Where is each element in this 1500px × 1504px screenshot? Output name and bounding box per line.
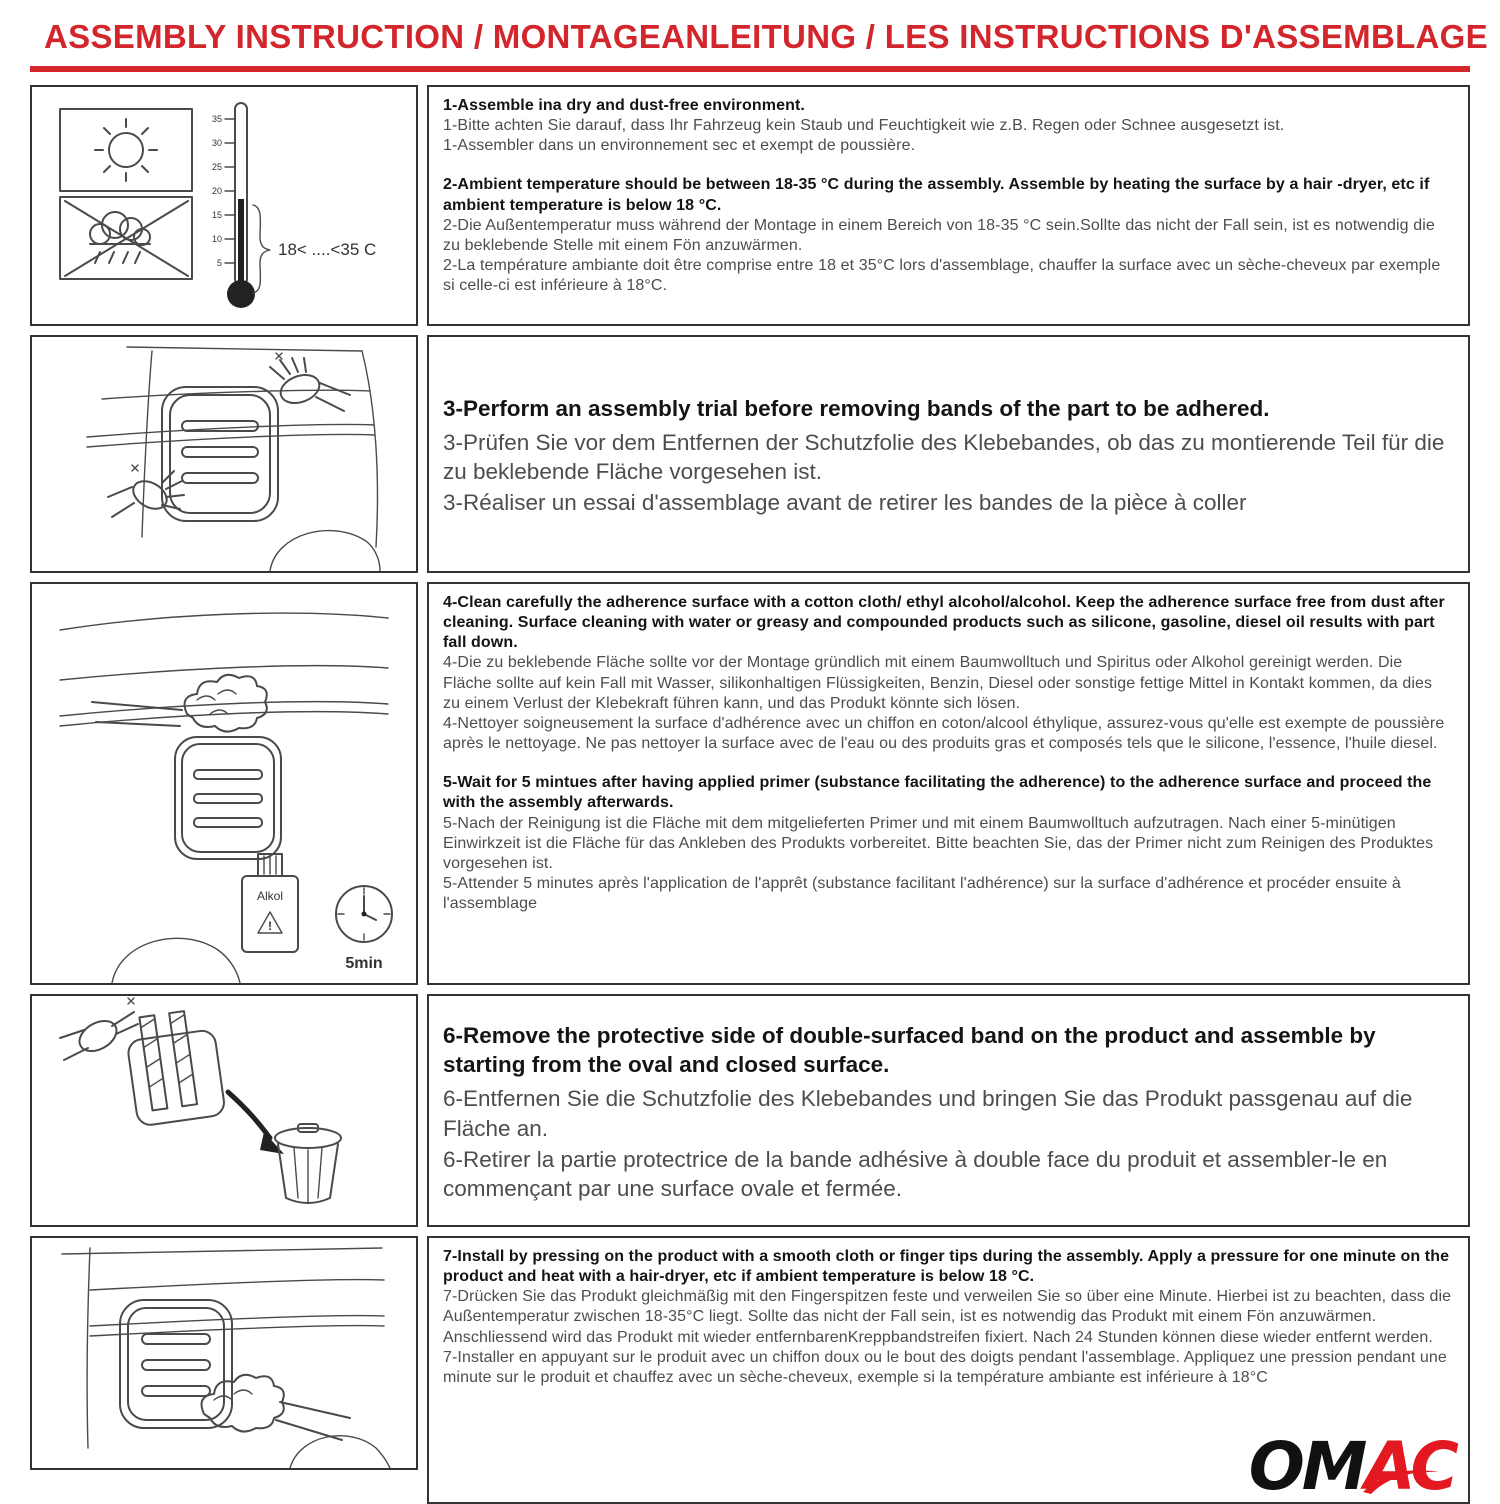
hand-icon bbox=[270, 353, 350, 411]
svg-text:!: ! bbox=[268, 919, 272, 933]
step-2-en: 2-Ambient temperature should be between 18-35 °C during the assembly. Assemble by heating the surface by a hair -dryer, etc if ambient temperature is below 18 °C. bbox=[443, 176, 1430, 214]
step-2-fr: 2-La température ambiante doit être comprise entre 18 et 35°C lors d'assemblage, chauffer la surface avec un sèche-cheveux par exemple si celle-ci est inférieure à 18°C. bbox=[443, 257, 1441, 295]
instruction-text-step-6 bbox=[427, 994, 1470, 1227]
instruction-row-4 bbox=[30, 994, 1470, 1227]
instruction-text-steps-4-5 bbox=[427, 582, 1470, 985]
svg-text:35: 35 bbox=[211, 114, 222, 124]
step-6-fr: 6-Retirer la partie protectrice de la bande adhésive à double face du produit et assembler-le en commençant par une surface ovale et fermée. bbox=[443, 1146, 1388, 1201]
step-7-de: 7-Drücken Sie das Produkt gleichmäßig mit den Fingerspitzen feste und verweilen Sie so über eine Minute. Hierbei ist zu beachten, dass die Außentemperatur zwischen 18-35°C liegt. Sollte das nicht der Fall sein, ist es notwendig das Produkt mit einem Fön anzuwärmen. Anschliessend wird das Produkt mit wieder entfernbarenKreppbandstreifen fixiert. Nach 24 Stunden können diese wieder entfernt werden. bbox=[443, 1288, 1452, 1346]
grille-part bbox=[175, 737, 281, 859]
thermometer-icon bbox=[212, 103, 376, 308]
assembly-trial-illustration bbox=[32, 337, 416, 571]
svg-text:10: 10 bbox=[211, 234, 222, 244]
alcohol-bottle-icon bbox=[242, 854, 298, 952]
temperature-range-label: 18< ....<35 C bbox=[278, 240, 377, 259]
instruction-text-step-3 bbox=[427, 335, 1470, 573]
illustration-assembly-trial bbox=[30, 335, 418, 573]
omac-logo-black: OM bbox=[1248, 1428, 1365, 1504]
instruction-row-1 bbox=[30, 85, 1470, 326]
instruction-row-2 bbox=[30, 335, 1470, 573]
step-1-fr: 1-Assembler dans un environnement sec et exempt de poussière. bbox=[443, 137, 916, 155]
clock-icon bbox=[336, 886, 392, 972]
step-5-en: 5-Wait for 5 mintues after having applied primer (substance facilitating the adherence) to the adherence surface and proceed the with the assembly afterwards. bbox=[443, 774, 1432, 812]
svg-text:30: 30 bbox=[211, 138, 222, 148]
step-3-fr: 3-Réaliser un essai d'assemblage avant de retirer les bandes de la pièce à coller bbox=[443, 490, 1247, 516]
environment-illustration bbox=[32, 87, 416, 324]
illustration-press-install bbox=[30, 1236, 418, 1470]
instruction-text-steps-1-2 bbox=[427, 85, 1470, 326]
svg-text:5: 5 bbox=[216, 258, 222, 268]
step-3-de: 3-Prüfen Sie vor dem Entfernen der Schutzfolie des Klebebandes, ob das zu montierende Teil für die zu beklebende Fläche vorgesehen ist. bbox=[443, 429, 1445, 484]
car-body-lines bbox=[87, 347, 380, 571]
omac-swoosh-icon bbox=[1361, 1468, 1441, 1494]
no-rain-icon bbox=[60, 197, 192, 279]
page-title: ASSEMBLY INSTRUCTION / MONTAGEANLEITUNG / LES INSTRUCTIONS D'ASSEMBLAGE bbox=[44, 18, 1488, 55]
instruction-text-step-7 bbox=[427, 1236, 1470, 1504]
press-install-illustration bbox=[32, 1238, 416, 1468]
step-7-fr: 7-Installer en appuyant sur le produit avec un chiffon doux ou le bout des doigts pendant l'assemblage. Appliquez une pression pendant une minute sur le produit et chauffez avec un sèche-cheveux, exemple si la température ambiante est inférieure à 18°C bbox=[443, 1348, 1447, 1386]
omac-logo-red: AC bbox=[1364, 1428, 1456, 1504]
car-body-lines bbox=[62, 1248, 390, 1468]
hand-icon bbox=[60, 998, 138, 1060]
instruction-row-5 bbox=[30, 1236, 1470, 1504]
part-with-tape bbox=[124, 1007, 226, 1126]
svg-text:20: 20 bbox=[211, 186, 222, 196]
warning-triangle-icon bbox=[258, 912, 282, 933]
step-3-en: 3-Perform an assembly trial before removing bands of the part to be adhered. bbox=[443, 395, 1270, 421]
step-4-fr: 4-Nettoyer soigneusement la surface d'adhérence avec un chiffon en coton/alcool éthylique, assurez-vous qu'elle est exempte de poussière après le nettoyage. Ne pas nettoyer la surface avec de l'eau ou des produits gras et composés tels que le silicone, l'essence, l'huile diesel. bbox=[443, 714, 1445, 753]
svg-text:15: 15 bbox=[211, 210, 222, 220]
step-4-de: 4-Die zu beklebende Fläche sollte vor der Montage gründlich mit einem Baumwolltuch und Spiritus oder Alkohol gereinigt werden. Die Fläche sollte auf kein Fall mit Wasser, silikonhaltigen Flüssigkeiten, Benzin, Diesel oder sonstige fettige Mittel in Kontakt kommen, da dies zu einem Verlust der Klebekraft führen kann, und das Produkt könnte sich lösen. bbox=[443, 654, 1433, 712]
step-1-en: 1-Assemble ina dry and dust-free environment. bbox=[443, 97, 805, 114]
instruction-row-3 bbox=[30, 582, 1470, 985]
step-6-de: 6-Entfernen Sie die Schutzfolie des Klebebandes und bringen Sie das Produkt passgenau auf die Fläche an. bbox=[443, 1086, 1413, 1141]
arrow-icon bbox=[228, 1092, 284, 1154]
step-7-en: 7-Install by pressing on the product with a smooth cloth or finger tips during the assembly. Apply a pressure for one minute on the product and heat with a hair-dryer, etc if ambient temperature is below 18 °C. bbox=[443, 1248, 1450, 1286]
illustration-environment-temperature bbox=[30, 85, 418, 326]
step-6-en: 6-Remove the protective side of double-surfaced band on the product and assemble by starting from the oval and closed surface. bbox=[443, 1022, 1376, 1077]
bottle-label: Alkol bbox=[256, 889, 284, 903]
illustration-remove-band bbox=[30, 994, 418, 1227]
omac-logo bbox=[1248, 1428, 1456, 1504]
step-4-en: 4-Clean carefully the adherence surface with a cotton cloth/ ethyl alcohol/alcohol. Keep the adherence surface free from dust after cleaning. Surface cleaning with water or greasy and compounded products such as silicone, gasoline, diesel oil results with part fall down. bbox=[443, 594, 1445, 652]
step-1-de: 1-Bitte achten Sie darauf, dass Ihr Fahrzeug kein Staub und Feuchtigkeit wie z.B. Regen oder Schnee ausgesetzt ist. bbox=[443, 117, 1285, 135]
step-2-de: 2-Die Außentemperatur muss während der Montage in einem Bereich von 18-35 °C sein.Sollte das nicht der Fall sein, ist es notwendig die zu beklebende Stelle mit einem Fön anzuwärmen. bbox=[443, 216, 1435, 254]
step-5-de: 5-Nach der Reinigung ist die Fläche mit dem mitgelieferten Primer und mit einem Baumwolltuch aufzutragen. Nach einer 5-minütigen Einwirkzeit ist die Fläche für das Ankleben des Produkts vorbereitet. Bitte beachten Sie, das der Primer nicht zum Reinigen des Produktes vorgesehen ist. bbox=[443, 814, 1434, 872]
step-5-fr: 5-Attender 5 minutes après l'application de l'apprêt (substance facilitant l'adhérence) sur la surface d'adhérence et procéder ensuite à l'assemblage bbox=[443, 875, 1401, 913]
sun-icon bbox=[60, 109, 192, 191]
illustration-cleaning-primer bbox=[30, 582, 418, 985]
cleaning-illustration bbox=[32, 584, 416, 983]
hand-icon bbox=[108, 465, 184, 517]
title-underline bbox=[30, 66, 1470, 72]
five-min-label: 5min bbox=[345, 955, 383, 972]
svg-text:25: 25 bbox=[211, 162, 222, 172]
grille-part bbox=[162, 387, 278, 521]
remove-band-illustration bbox=[32, 996, 416, 1225]
trash-can-icon bbox=[275, 1124, 341, 1203]
